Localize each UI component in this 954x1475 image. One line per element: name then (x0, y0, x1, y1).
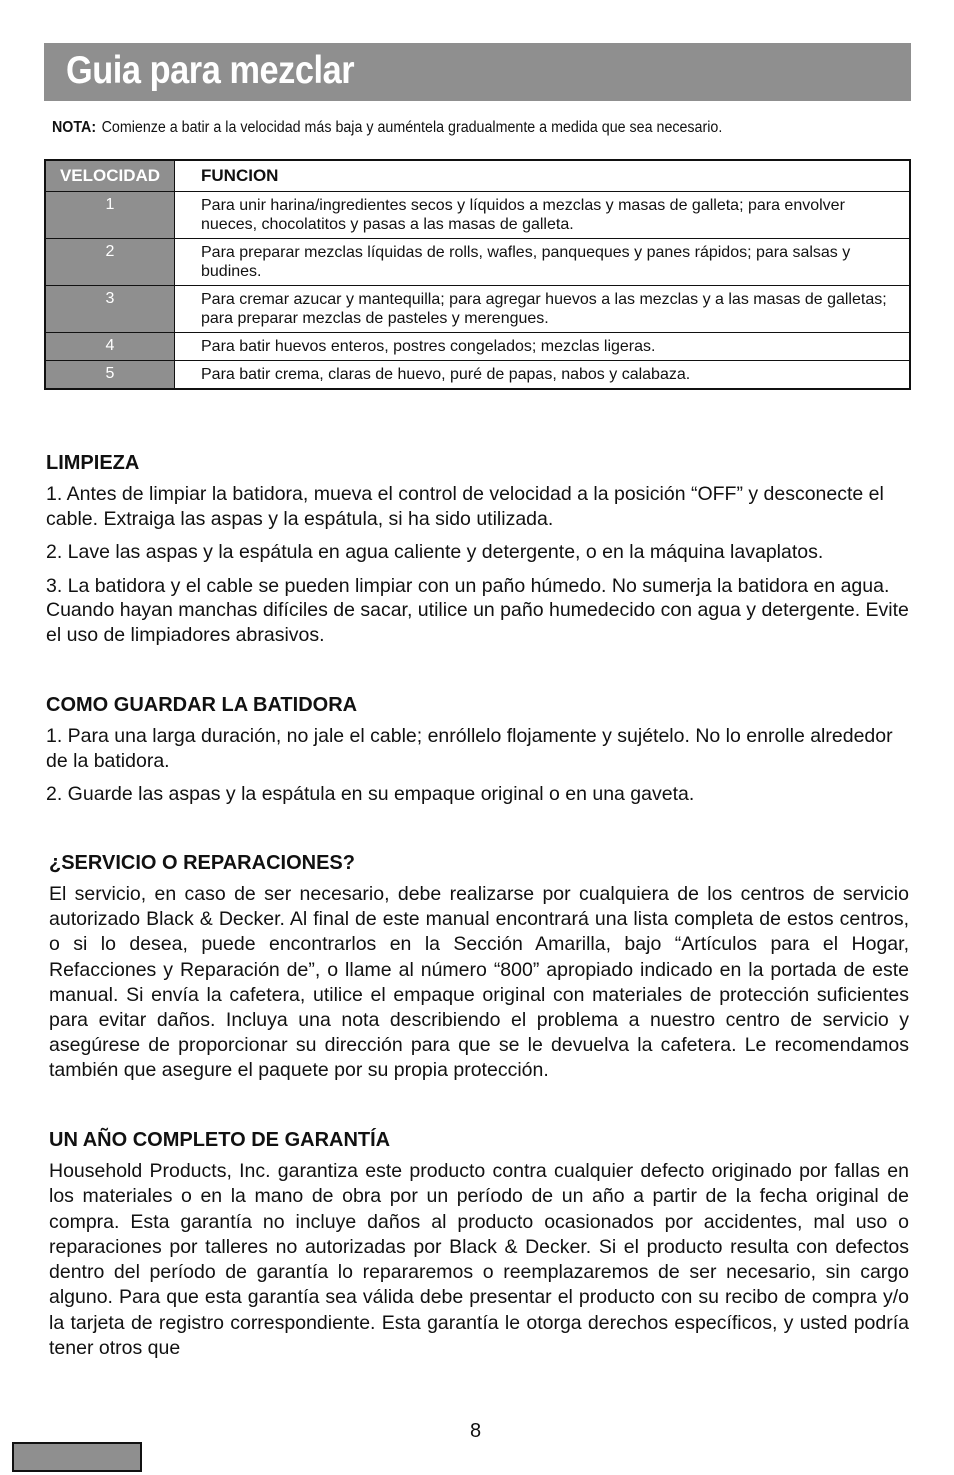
speed-cell: 5 (45, 361, 175, 390)
cleaning-item: 3. La batidora y el cable se pueden limpiar con un paño húmedo. No sumerja la batidora en agua. Cuando hayan manchas difíciles de sacar, utilice un paño humedecido con agua y detergente. Evite el uso de limpiadores abrasivos. (46, 574, 909, 646)
service-heading: ¿SERVICIO O REPARACIONES? (49, 852, 355, 874)
table-header-row (45, 160, 910, 192)
warranty-text: Household Products, Inc. garantiza este producto contra cualquier defecto originado por fallas en los materiales o en la mano de obra por un período de un año a partir de la fecha original de compra. Esta garantía no incluye daños al producto ocasionados por accidentes, mal uso o reparaciones por talleres no autorizadas por Black & Decker. Si el producto resulta con defectos dentro del período de garantía lo repararemos o reemplazaremos de ser necesario, sin cargo alguno. Para que esta garantía sea válida debe presentar el producto con su recibo de compra y/o la tarjeta de registro correspondiente. Esta garantía le otorga derechos específicos, y usted podría tener otros que (49, 1160, 909, 1360)
cleaning-section (46, 451, 912, 656)
cleaning-heading: LIMPIEZA (46, 452, 140, 474)
table-row (45, 333, 910, 361)
cleaning-item: 1. Antes de limpiar la batidora, mueva el control de velocidad a la posición “OFF” y desconecte el cable. Extraiga las aspas y la espátula, si ha sido utilizada. (46, 483, 884, 530)
speed-cell: 4 (45, 333, 175, 361)
cleaning-item: 2. Lave las aspas y la espátula en agua caliente y detergente, o en la máquina lavaplatos. (46, 541, 824, 563)
table-row (45, 286, 910, 333)
note-label: NOTA: (52, 119, 97, 136)
table-row (45, 361, 910, 390)
function-cell: Para cremar azucar y mantequilla; para agregar huevos a las mezclas y a las masas de galletas; para preparar mezclas de pasteles y merengues. (175, 286, 911, 333)
function-cell: Para preparar mezclas líquidas de rolls, wafles, panqueques y panes rápidos; para salsas y budines. (175, 239, 911, 286)
page-edge-tab (12, 1442, 142, 1472)
speed-cell: 1 (45, 192, 175, 239)
function-cell: Para batir crema, claras de huevo, puré de papas, nabos y calabaza. (175, 361, 911, 390)
table-row (45, 192, 910, 239)
header-speed: VELOCIDAD (45, 160, 175, 192)
header-function: FUNCION (175, 160, 911, 192)
storage-item: 1. Para una larga duración, no jale el cable; enróllelo flojamente y sujételo. No lo enrolle alrededor de la batidora. (46, 725, 893, 772)
page-number: 8 (470, 1420, 482, 1442)
function-cell: Para unir harina/ingredientes secos y líquidos a mezclas y masas de galleta; para envolver nueces, chocolatitos y pasas a las masas de galleta. (175, 192, 911, 239)
warranty-heading: UN AÑO COMPLETO DE GARANTÍA (49, 1129, 391, 1151)
service-text: El servicio, en caso de ser necesario, debe realizarse por cualquiera de los centros de servicio autorizado Black & Decker. Al final de este manual encontrará una lista completa de estos centros, o si lo desea, puede encontrarlos en la Sección Amarilla, bajo “Artículos para el Hogar, Refacciones y Reparación de”, o llame al número “800” apropiado indicado en la portada de este manual. Si envía la cafetera, utilice el empaque original con materiales de protección suficientes para evitar daños. Incluya una nota describiendo el problema a nuestro centro de servicio y asegúrese de proporcionar su dirección para que se le devuelva la cafetera. Le recomendamos también que asegure el paquete por su propia protección. (49, 883, 909, 1082)
storage-heading: COMO GUARDAR LA BATIDORA (46, 694, 358, 716)
speed-cell: 3 (45, 286, 175, 333)
storage-item: 2. Guarde las aspas y la espátula en su empaque original o en una gaveta. (46, 783, 695, 805)
note (52, 119, 722, 137)
page-title: Guia para mezclar (66, 49, 355, 92)
table-row (45, 239, 910, 286)
service-section (49, 851, 909, 1093)
title-banner (44, 43, 911, 101)
function-cell: Para batir huevos enteros, postres congelados; mezclas ligeras. (175, 333, 911, 361)
warranty-section (49, 1128, 909, 1370)
storage-section (46, 693, 912, 816)
note-text: Comienze a batir a la velocidad más baja y auméntela gradualmente a medida que sea necesario. (101, 119, 723, 136)
speed-table (44, 159, 911, 390)
speed-cell: 2 (45, 239, 175, 286)
